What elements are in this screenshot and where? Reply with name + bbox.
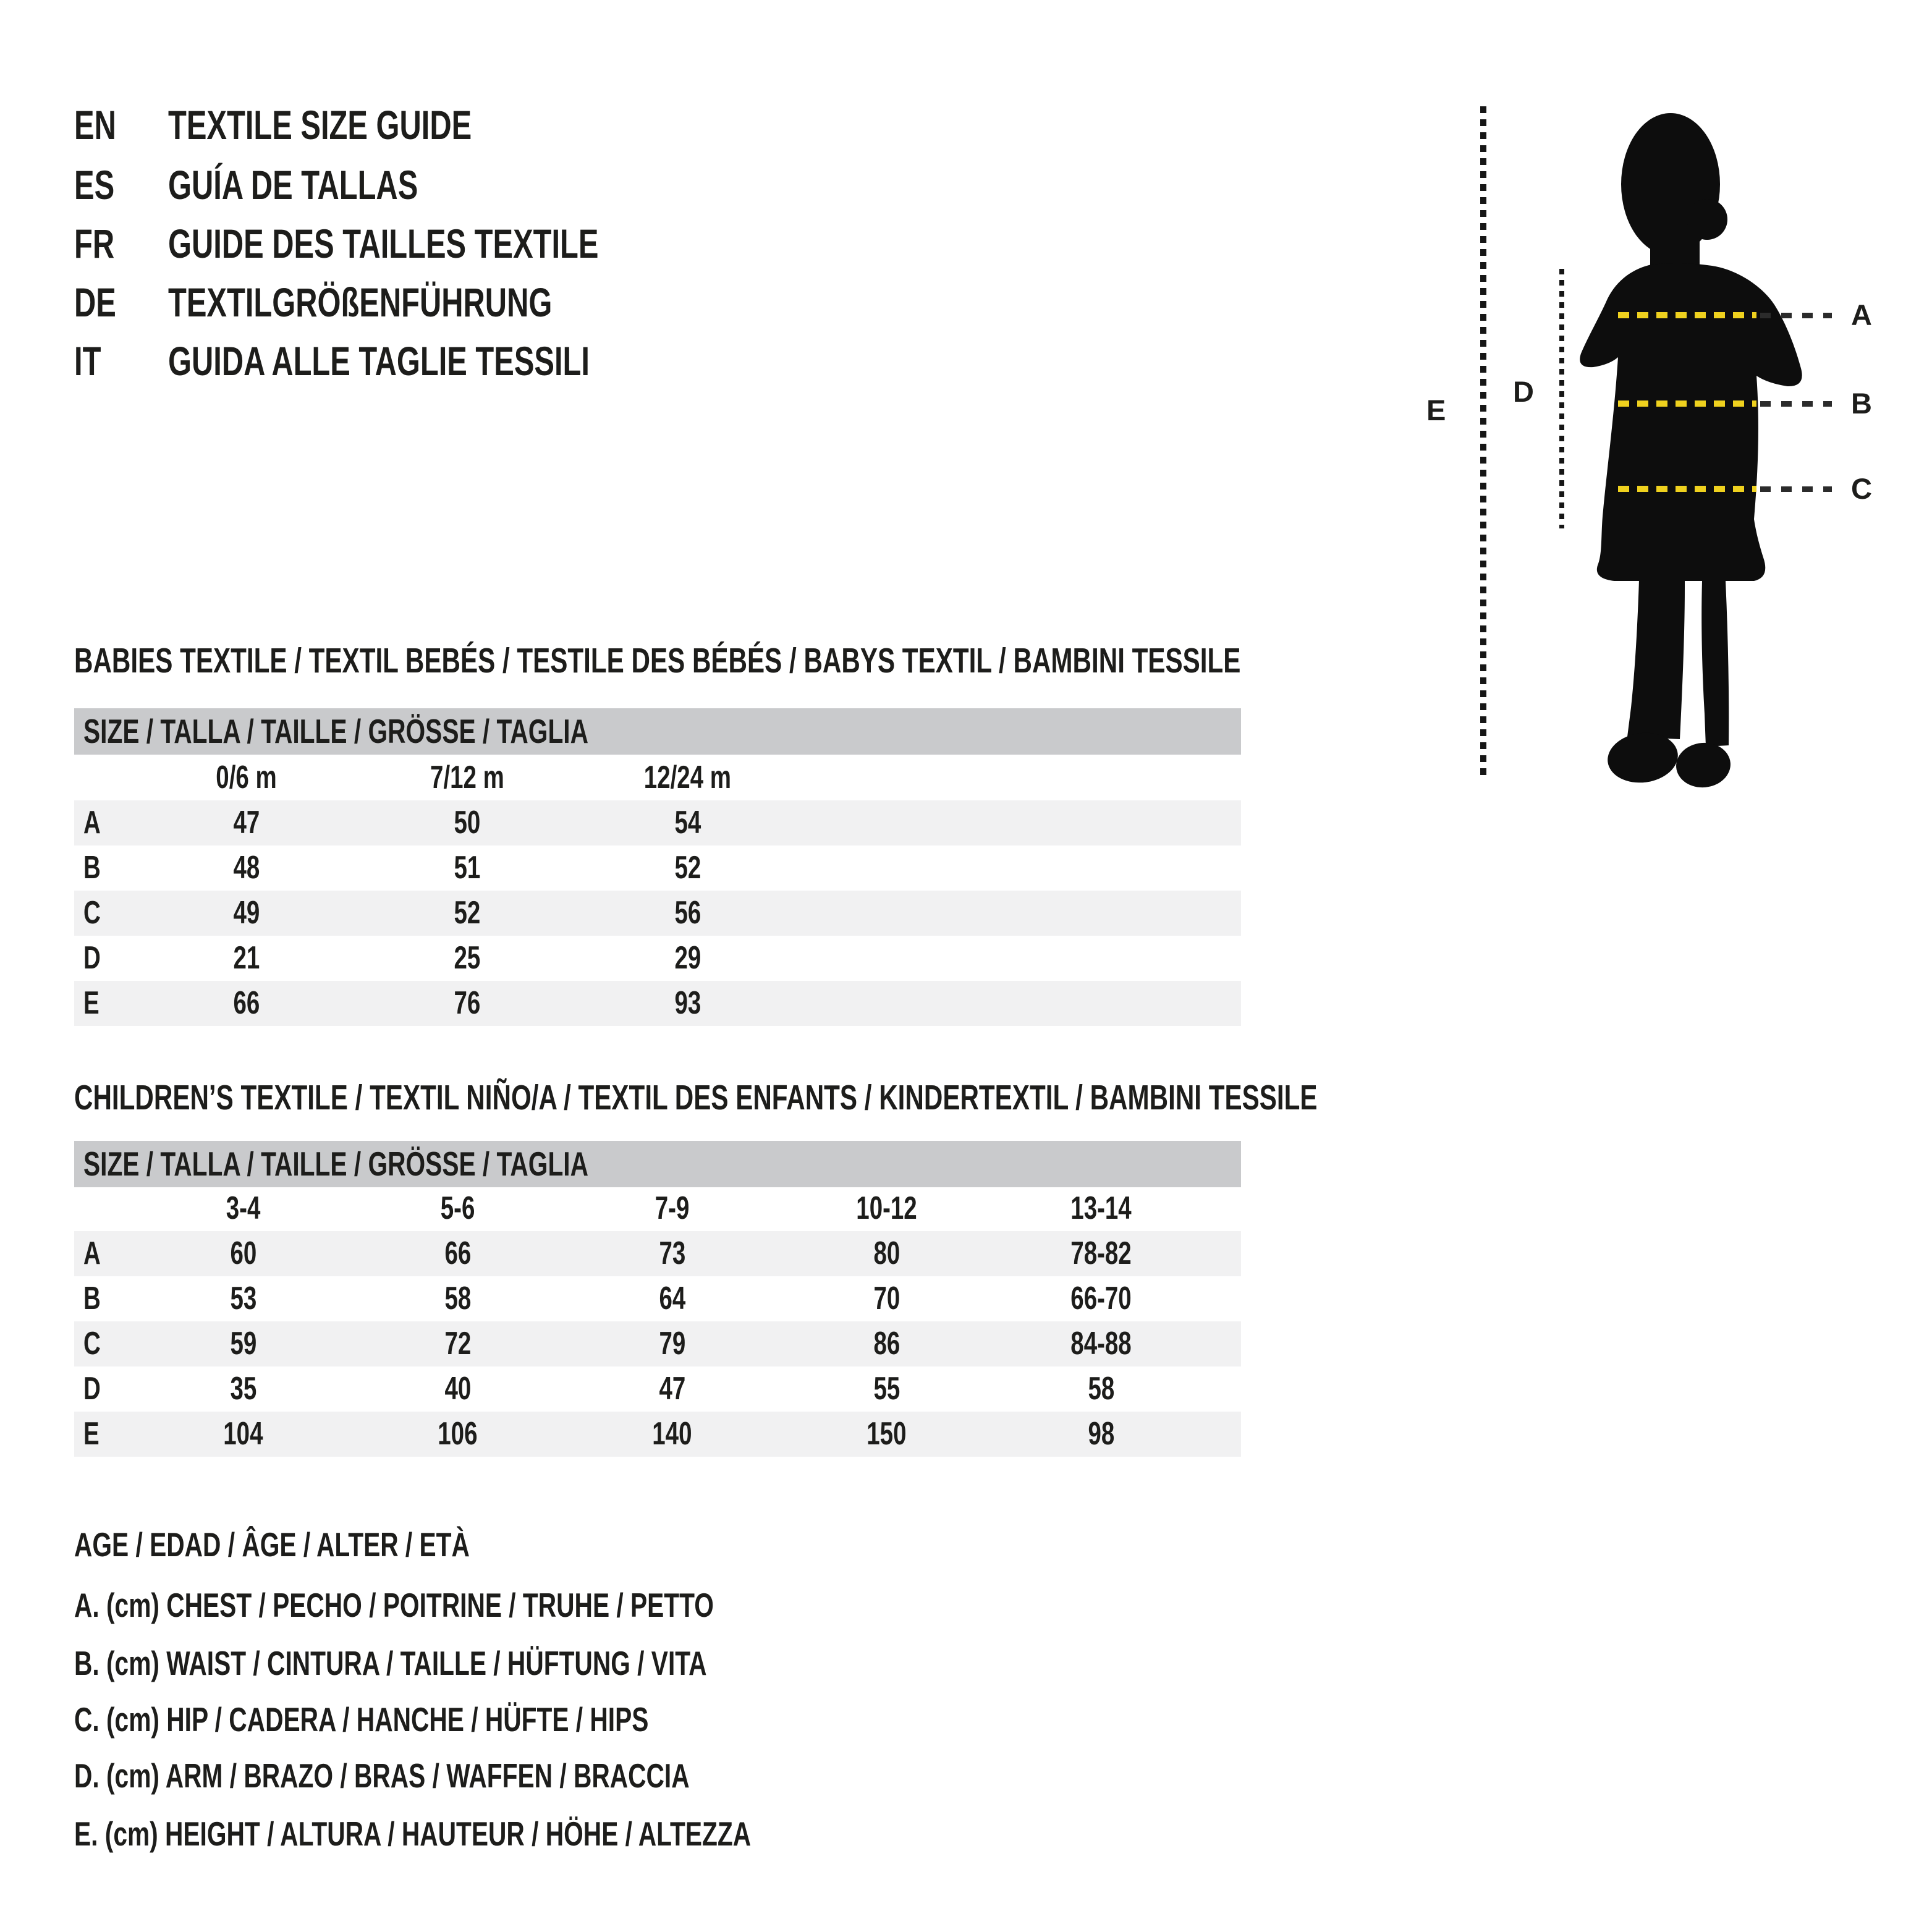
figure-label-e: E [1426, 394, 1446, 426]
babies-columns-row [74, 755, 1241, 800]
children-col-2: 7-9 [655, 1190, 690, 1226]
babies-size-header-bar: SIZE / TALLA / TAILLE / GRÖSSE / TAGLIA [74, 708, 1241, 755]
legend-arm: D. (cm) ARM / BRAZO / BRAS / WAFFEN / BRACCIA [74, 1756, 690, 1795]
figure-label-a: A [1851, 299, 1872, 331]
table-row: D 35 40 47 55 58 [83, 1371, 1114, 1407]
table-row: C 59 72 79 86 84-88 [74, 1321, 1241, 1366]
legend-waist: B. (cm) WAIST / CINTURA / TAILLE / HÜFTUNG / VITA [74, 1644, 707, 1682]
chest-measure-dash-yellow [1618, 312, 1756, 318]
hip-measure-dash-yellow [1618, 486, 1756, 492]
table-row: C 49 52 56 [74, 891, 1241, 936]
children-col-0: 3-4 [226, 1190, 261, 1226]
legend-chest: A. (cm) CHEST / PECHO / POITRINE / TRUHE / PETTO [74, 1586, 714, 1624]
lang-title-es: GUÍA DE TALLAS [168, 162, 418, 208]
chest-measure-dash-dark [1760, 313, 1832, 318]
babies-section-title: BABIES TEXTILE / TEXTIL BEBÉS / TESTILE DES BÉBÉS / BABYS TEXTIL / BAMBINI TESSILE [74, 641, 1241, 680]
figure-label-c: C [1851, 472, 1872, 505]
lang-title-de: TEXTILGRÖßENFÜHRUNG [168, 279, 553, 325]
arm-measure-line-d [1559, 269, 1564, 528]
table-row: B 48 51 52 [83, 850, 701, 886]
children-col-4: 13-14 [1070, 1190, 1132, 1226]
lang-code-fr: FR [74, 221, 115, 266]
lang-title-it: GUIDA ALLE TAGLIE TESSILI [168, 338, 590, 384]
figure-label-b: B [1851, 387, 1872, 420]
lang-code-de: DE [74, 279, 116, 325]
waist-measure-dash-dark [1760, 401, 1832, 407]
lang-code-es: ES [74, 162, 115, 208]
table-row: E 104 106 140 150 98 [74, 1412, 1241, 1457]
children-col-1: 5-6 [440, 1190, 475, 1226]
lang-title-en: TEXTILE SIZE GUIDE [168, 102, 472, 148]
legend-height: E. (cm) HEIGHT / ALTURA / HAUTEUR / HÖHE / ALTEZZA [74, 1815, 752, 1853]
table-row: A 47 50 54 [74, 800, 1241, 845]
waist-measure-dash-yellow [1618, 400, 1756, 407]
table-row: B 53 58 64 70 66-70 [83, 1281, 1132, 1316]
children-section-title: CHILDREN’S TEXTILE / TEXTIL NIÑO/A / TEXTIL DES ENFANTS / KINDERTEXTIL / BAMBINI TESSILE [74, 1078, 1318, 1117]
table-row: D 21 25 29 [83, 940, 701, 976]
child-silhouette-icon [1545, 80, 1854, 791]
height-measure-line-e [1480, 106, 1486, 781]
children-size-header-bar: SIZE / TALLA / TAILLE / GRÖSSE / TAGLIA [74, 1141, 1241, 1187]
children-columns-row [74, 1185, 1241, 1231]
lang-title-fr: GUIDE DES TAILLES TEXTILE [168, 221, 599, 266]
lang-code-it: IT [74, 338, 101, 384]
babies-col-1: 7/12 m [430, 760, 504, 795]
legend-age: AGE / EDAD / ÂGE / ALTER / ETÀ [74, 1525, 470, 1564]
table-row: E 66 76 93 [74, 981, 1241, 1026]
children-col-3: 10-12 [856, 1190, 917, 1226]
legend-hip: C. (cm) HIP / CADERA / HANCHE / HÜFTE / HIPS [74, 1700, 649, 1739]
babies-table [74, 755, 1241, 1026]
hip-measure-dash-dark [1760, 486, 1832, 492]
figure-label-d: D [1513, 375, 1534, 408]
lang-code-en: EN [74, 102, 116, 148]
babies-col-0: 0/6 m [216, 760, 277, 795]
children-table [74, 1185, 1241, 1457]
table-row: A 60 66 73 80 78-82 [74, 1231, 1241, 1276]
babies-col-2: 12/24 m [643, 760, 732, 795]
